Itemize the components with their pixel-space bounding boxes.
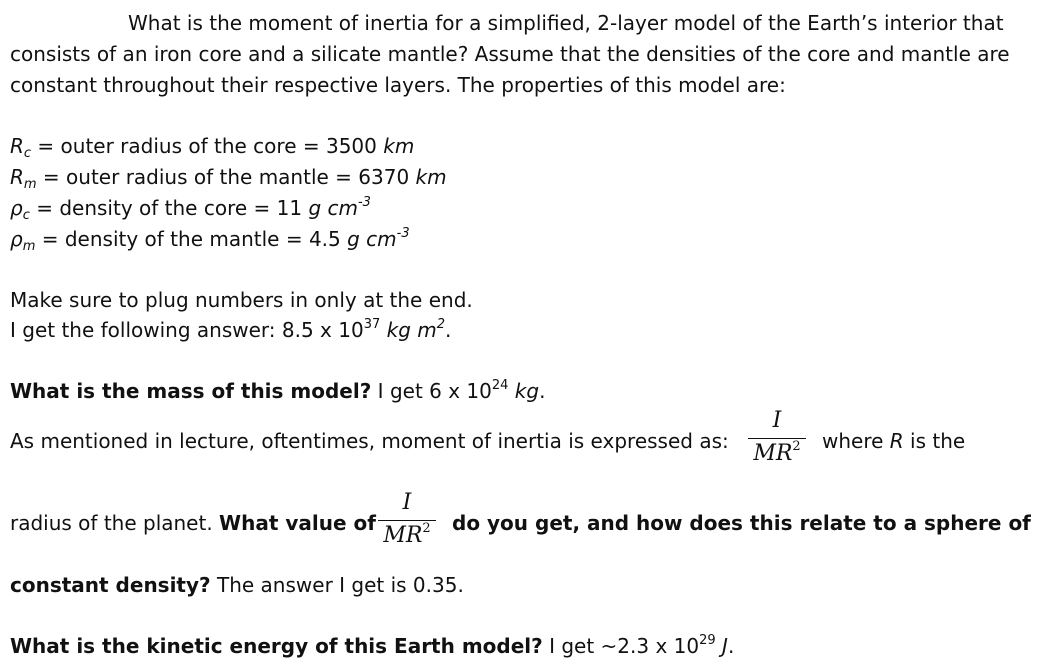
fraction-numerator: I xyxy=(772,408,782,433)
fraction-denominator-exponent: 2 xyxy=(422,521,431,536)
property-text: = outer radius of the core = 3500 xyxy=(31,134,384,158)
property-core-density xyxy=(10,195,371,221)
plug-instruction: Make sure to plug numbers in only at the end. xyxy=(10,288,473,312)
property-symbol: R xyxy=(10,165,24,189)
mass-answer-period: . xyxy=(539,379,546,403)
mass-question-line xyxy=(10,378,545,404)
property-core-radius xyxy=(10,133,414,159)
kinetic-energy-line xyxy=(10,633,734,659)
answer-exponent: 37 xyxy=(363,317,381,332)
property-subscript: m xyxy=(22,239,36,254)
property-symbol: ρ xyxy=(10,196,23,220)
intro-line-3: constant throughout their respective layers. The properties of this model are: xyxy=(10,73,786,97)
kinetic-answer-text: I get ~2.3 x 10 xyxy=(542,634,700,658)
property-subscript: c xyxy=(23,146,32,161)
where-pre: where xyxy=(822,429,890,453)
mass-answer-text: I get 6 x 10 xyxy=(371,379,492,403)
property-subscript: m xyxy=(23,177,37,192)
mass-answer-exponent: 24 xyxy=(491,378,509,393)
intro-line-1: What is the moment of inertia for a simplified, 2-layer model of the Earth’s interior that xyxy=(128,11,1004,35)
mass-answer-unit: kg xyxy=(508,379,540,403)
answer-text: I get the following answer: 8.5 x 10 xyxy=(10,318,364,342)
kinetic-question: What is the kinetic energy of this Earth model? xyxy=(10,634,543,658)
intro-line-2: consists of an iron core and a silicate mantle? Assume that the densities of the core and mantle are xyxy=(10,42,1010,66)
property-text: = outer radius of the mantle = 6370 xyxy=(36,165,416,189)
property-symbol: ρ xyxy=(10,227,23,251)
property-exponent: -3 xyxy=(396,226,410,241)
mass-question: What is the mass of this model? xyxy=(10,379,372,403)
answer-unit-exponent: 2 xyxy=(436,317,446,332)
where-post: is the xyxy=(903,429,966,453)
property-unit: km xyxy=(415,165,447,189)
property-unit: g cm xyxy=(347,227,397,251)
fraction-denominator xyxy=(378,523,436,549)
value-question: What value of xyxy=(219,511,376,535)
fraction-denominator-text: MR xyxy=(383,523,423,548)
value-fraction xyxy=(378,490,436,549)
property-unit: g cm xyxy=(308,196,358,220)
property-text: = density of the mantle = 4.5 xyxy=(35,227,348,251)
property-symbol: R xyxy=(10,134,24,158)
fraction-numerator: I xyxy=(402,490,412,515)
property-text: = density of the core = 11 xyxy=(29,196,309,220)
kinetic-answer-unit: J xyxy=(715,634,728,658)
where-variable: R xyxy=(889,429,904,453)
constant-density-line xyxy=(10,572,464,598)
value-question-continued: do you get, and how does this relate to a sphere of xyxy=(452,511,1031,535)
kinetic-answer-period: . xyxy=(727,634,735,658)
moi-fraction xyxy=(748,408,806,467)
constant-density-question: constant density? xyxy=(10,573,211,597)
fraction-denominator-text: MR xyxy=(753,441,793,466)
property-mantle-density xyxy=(10,226,410,252)
moi-answer xyxy=(10,317,451,343)
fraction-denominator-exponent: 2 xyxy=(792,439,801,454)
property-unit: km xyxy=(383,134,415,158)
moi-expression-text: As mentioned in lecture, oftentimes, moment of inertia is expressed as: xyxy=(10,429,729,453)
answer-period: . xyxy=(445,318,452,342)
property-subscript: c xyxy=(22,208,30,223)
answer-unit: kg m xyxy=(380,318,437,342)
radius-text: radius of the planet. xyxy=(10,511,220,535)
constant-density-answer: The answer I get is 0.35. xyxy=(210,573,464,597)
fraction-denominator xyxy=(748,441,806,467)
kinetic-answer-exponent: 29 xyxy=(699,633,716,648)
value-question-line-start xyxy=(10,510,376,536)
property-exponent: -3 xyxy=(357,195,371,210)
property-mantle-radius xyxy=(10,164,447,190)
where-r-text xyxy=(822,428,965,454)
